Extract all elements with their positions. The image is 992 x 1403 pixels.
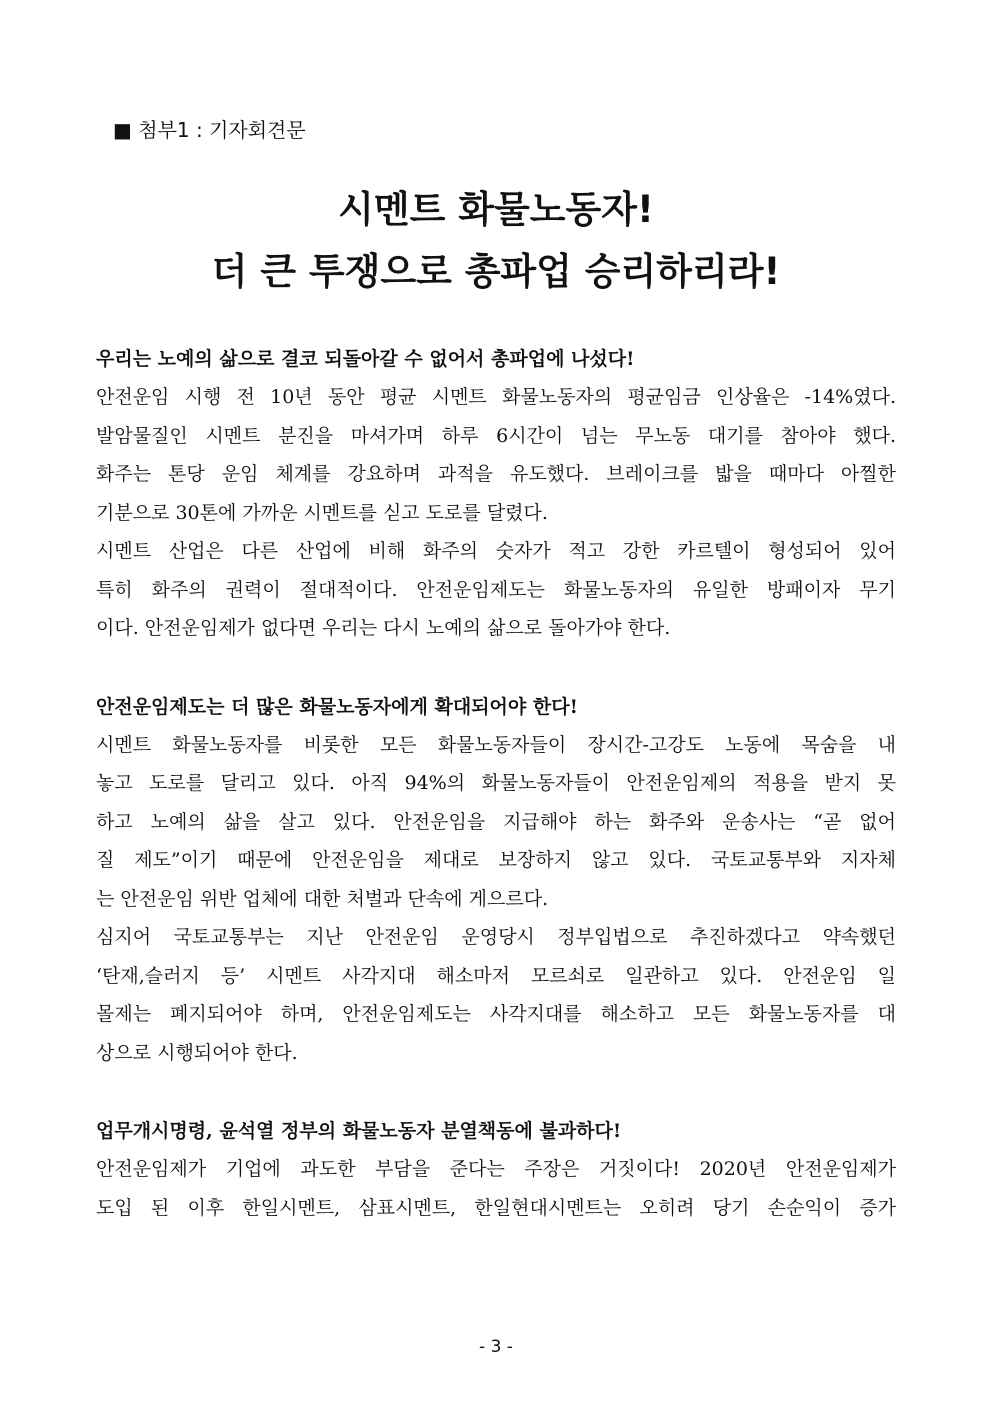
document-title-line-1: 시멘트 화물노동자! — [338, 188, 654, 231]
body-line: 상으로 시행되어야 한다. — [96, 1041, 298, 1064]
body-line: 는 안전운임 위반 업체에 대한 처벌과 단속에 게으르다. — [96, 887, 549, 910]
attachment-label: ■ 첨부1 : 기자회견문 — [113, 118, 306, 142]
section-heading: 우리는 노예의 삶으로 결코 되돌아갈 수 없어서 총파업에 나섰다! — [96, 348, 635, 370]
body-line: 몰제는 폐지되어야 하며, 안전운임제도는 사각지대를 해소하고 모든 화물노동자를 대 — [96, 1003, 896, 1025]
section-1 — [96, 340, 896, 648]
body-line: 안전운임 시행 전 10년 동안 평균 시멘트 화물노동자의 평균임금 인상율은 -14%였다. — [96, 386, 896, 408]
body-line: 화주는 톤당 운임 체계를 강요하며 과적을 유도했다. 브레이크를 밟을 때마다 아찔한 — [96, 463, 896, 485]
section-spacer — [96, 648, 896, 688]
section-heading: 업무개시명령, 윤석열 정부의 화물노동자 분열책동에 불과하다! — [96, 1120, 622, 1142]
body-line: 심지어 국토교통부는 지난 안전운임 운영당시 정부입법으로 추진하겠다고 약속했던 — [96, 926, 896, 948]
body-line: 하고 노예의 삶을 살고 있다. 안전운임을 지급해야 하는 화주와 운송사는 “곧 없어 — [96, 810, 896, 833]
body-line: 특히 화주의 권력이 절대적이다. 안전운임제도는 화물노동자의 유일한 방패이자 무기 — [96, 578, 896, 601]
body-line: 기분으로 30톤에 가까운 시멘트를 싣고 도로를 달렸다. — [96, 501, 548, 524]
section-2 — [96, 688, 896, 1073]
document-title-line-2: 더 큰 투쟁으로 총파업 승리하리라! — [211, 250, 781, 293]
body-line: 안전운임제가 기업에 과도한 부담을 준다는 주장은 거짓이다! 2020년 안전운임제가 — [96, 1158, 896, 1180]
section-heading: 안전운임제도는 더 많은 화물노동자에게 확대되어야 한다! — [96, 695, 578, 718]
body-line: 이다. 안전운임제가 없다면 우리는 다시 노예의 삶으로 돌아가야 한다. — [96, 617, 671, 639]
body-line: 놓고 도로를 달리고 있다. 아직 94%의 화물노동자들이 안전운임제의 적용을 받지 못 — [96, 772, 896, 794]
page-number: - 3 - — [479, 1337, 513, 1357]
body-line: 질 제도”이기 때문에 안전운임을 제대로 보장하지 않고 있다. 국토교통부와 지자체 — [96, 849, 896, 871]
body-line: 시멘트 산업은 다른 산업에 비해 화주의 숫자가 적고 강한 카르텔이 형성되어 있어 — [96, 540, 896, 562]
body-line: 도입 된 이후 한일시멘트, 삼표시멘트, 한일현대시멘트는 오히려 당기 손순익이 증가 — [96, 1196, 896, 1219]
document-body — [96, 340, 896, 1227]
section-spacer — [96, 1072, 896, 1112]
body-line: 발암물질인 시멘트 분진을 마셔가며 하루 6시간이 넘는 무노동 대기를 참아야 했다. — [96, 424, 896, 447]
body-line: ‘탄재,슬러지 등’ 시멘트 사각지대 해소마저 모르쇠로 일관하고 있다. 안전운임 일 — [96, 964, 896, 987]
section-3 — [96, 1112, 896, 1227]
body-line: 시멘트 화물노동자를 비롯한 모든 화물노동자들이 장시간-고강도 노동에 목숨을 내 — [96, 733, 896, 756]
